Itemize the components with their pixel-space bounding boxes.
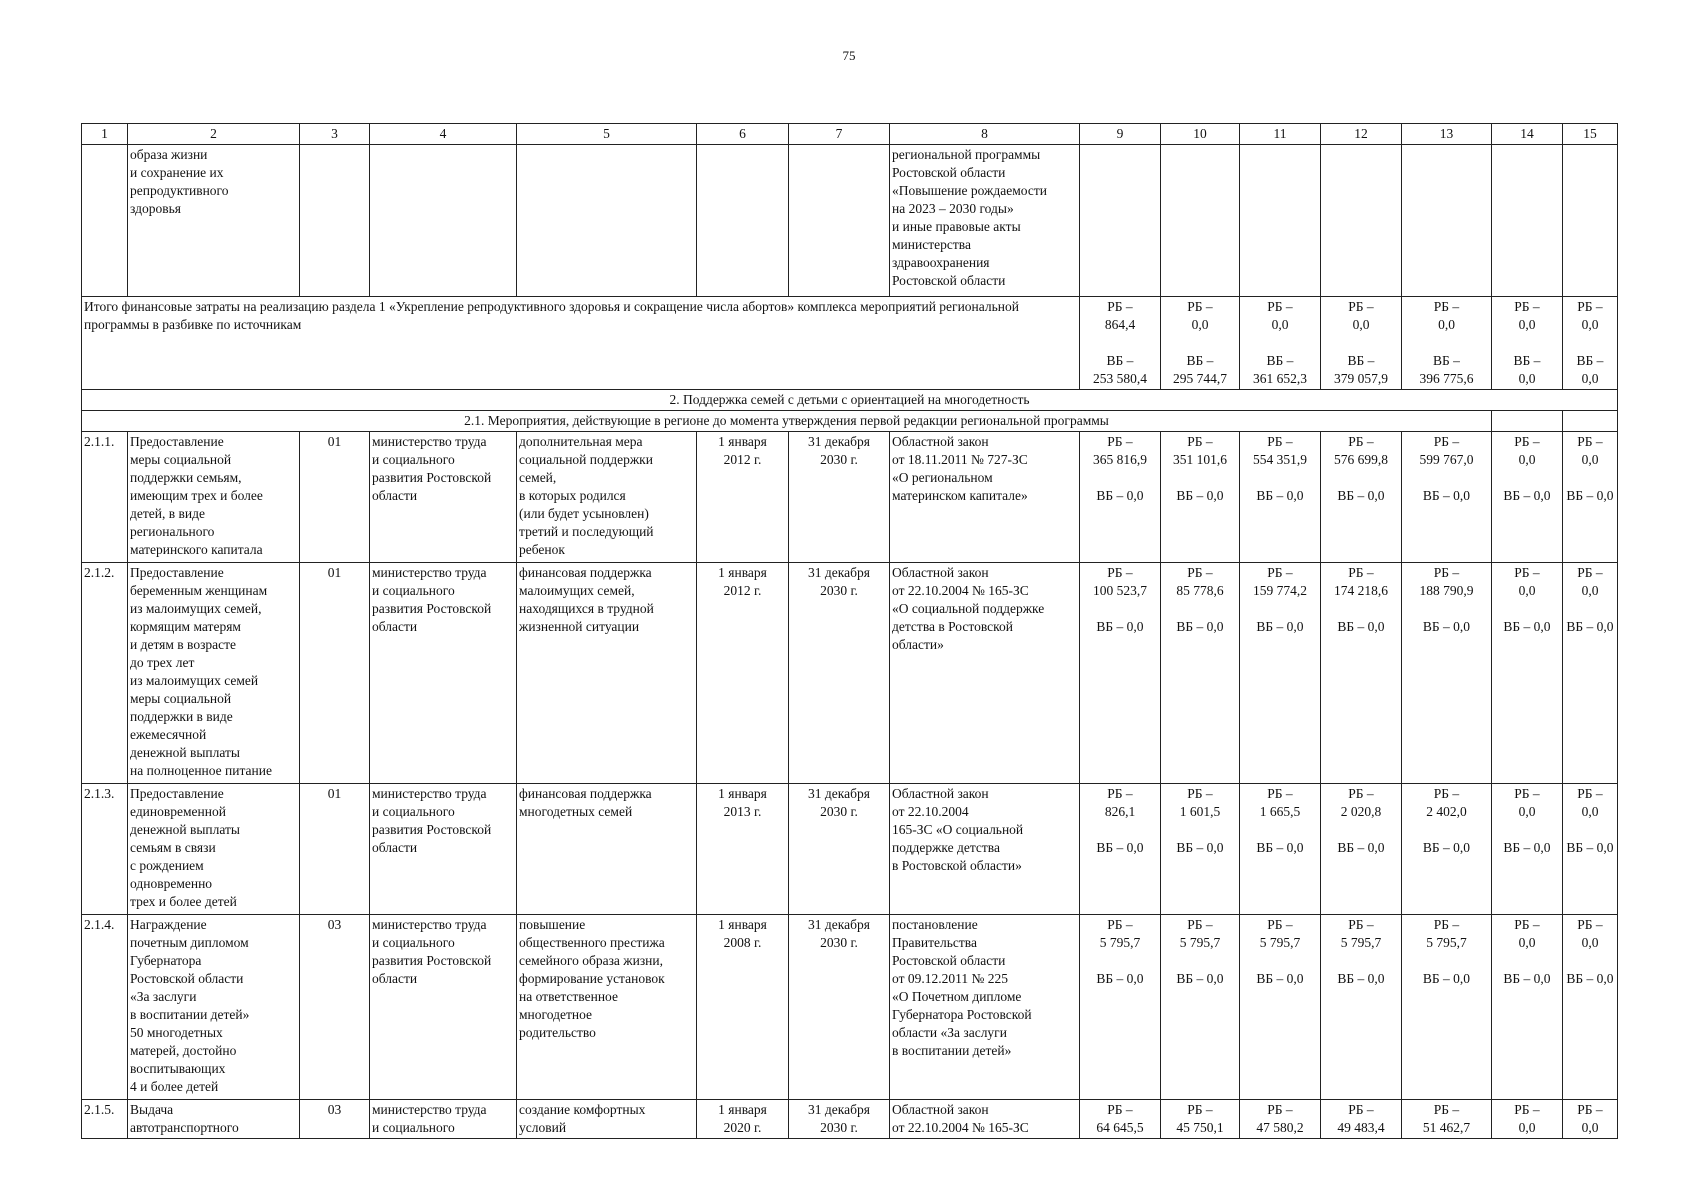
activity-name: Предоставление единовременной денежной выплаты семьям в связи с рождением одновременно трех и более детей: [128, 784, 300, 915]
vb-value: ВБ – 0,0: [1256, 840, 1304, 855]
expected-result: финансовая поддержка малоимущих семей, находящихся в трудной жизненной ситуации: [517, 563, 697, 784]
rb-value: РБ – 100 523,7: [1093, 565, 1147, 598]
vb-value: ВБ – 0,0: [1337, 971, 1385, 986]
executor: министерство труда и социального развития Ростовской области: [370, 784, 517, 915]
funding-cell: [1240, 915, 1321, 1100]
funding-cell: РБ – 47 580,2: [1240, 1100, 1321, 1139]
rb-value: РБ – 599 767,0: [1419, 434, 1474, 467]
continuation-row: [82, 145, 1618, 297]
code: 01: [300, 432, 370, 563]
rb-value: РБ – 0,0: [1433, 299, 1460, 332]
rb-value: РБ – 0,0: [1514, 917, 1540, 950]
funding-cell: [1563, 297, 1618, 390]
funding-cell: РБ – 49 483,4: [1321, 1100, 1402, 1139]
vb-value: ВБ – 0,0: [1176, 488, 1224, 503]
funding-cell: [1321, 915, 1402, 1100]
funding-cell: [1321, 563, 1402, 784]
funding-cell: [1080, 784, 1161, 915]
funding-cell: [1240, 432, 1321, 563]
rb-value: РБ – 576 699,8: [1334, 434, 1388, 467]
rb-value: РБ – 5 795,7: [1340, 917, 1382, 950]
start-date: 1 января 2012 г.: [697, 432, 789, 563]
rb-value: РБ – 0,0: [1514, 565, 1540, 598]
vb-value: ВБ – 0,0: [1422, 971, 1471, 986]
expected-result: дополнительная мера социальной поддержки семей, в которых родился (или будет усыновлен) третий и последующий ребенок: [517, 432, 697, 563]
funding-cell: РБ – 0,0: [1563, 1100, 1618, 1139]
row-number: 2.1.4.: [82, 915, 128, 1100]
funding-cell: [1240, 563, 1321, 784]
vb-value: ВБ – 0,0: [1096, 488, 1144, 503]
table-row: [82, 915, 1618, 1100]
rb-value: РБ – 0,0: [1514, 299, 1540, 332]
vb-value: ВБ – 0,0: [1256, 971, 1304, 986]
rb-value: РБ – 159 774,2: [1253, 565, 1307, 598]
column-number: 3: [300, 124, 370, 145]
funding-cell: [1402, 915, 1492, 1100]
funding-cell: РБ – 0,0: [1492, 1100, 1563, 1139]
rb-value: РБ – 2 020,8: [1340, 786, 1382, 819]
vb-value: ВБ – 295 744,7: [1173, 353, 1227, 386]
row-number: 2.1.5.: [82, 1100, 128, 1139]
column-number: 1: [82, 124, 128, 145]
funding-cell: [1161, 563, 1240, 784]
column-number: 6: [697, 124, 789, 145]
executor: министерство труда и социального развития Ростовской области: [370, 432, 517, 563]
funding-cell: [1492, 563, 1563, 784]
total-label: Итого финансовые затраты на реализацию раздела 1 «Укрепление репродуктивного здоровья и сокращение числа абортов» комплекса мероприятий региональной программы в разбивке по источникам: [82, 297, 1080, 390]
column-number: 11: [1240, 124, 1321, 145]
column-number: 13: [1402, 124, 1492, 145]
vb-value: ВБ – 396 775,6: [1419, 353, 1474, 386]
funding-cell: [1240, 297, 1321, 390]
column-number: 2: [128, 124, 300, 145]
rb-value: РБ – 174 218,6: [1334, 565, 1388, 598]
column-number-row: [82, 124, 1618, 145]
activity-name: Предоставление меры социальной поддержки семьям, имеющим трех и более детей, в виде регионального материнского капитала: [128, 432, 300, 563]
rb-value: РБ – 5 795,7: [1259, 917, 1301, 950]
funding-cell: [1161, 915, 1240, 1100]
subsection-title: 2.1. Мероприятия, действующие в регионе до момента утверждения первой редакции региональной программы: [82, 411, 1492, 432]
legal-basis: постановление Правительства Ростовской области от 09.12.2011 № 225 «О Почетном дипломе Губернатора Ростовской области «За заслуги в воспитании детей»: [890, 915, 1080, 1100]
expected-result: финансовая поддержка многодетных семей: [517, 784, 697, 915]
rb-value: РБ – 2 402,0: [1426, 786, 1467, 819]
column-number: 14: [1492, 124, 1563, 145]
executor: министерство труда и социального развития Ростовской области: [370, 563, 517, 784]
rb-value: РБ – 554 351,9: [1253, 434, 1307, 467]
end-date: 31 декабря 2030 г.: [789, 1100, 890, 1139]
table-row: [82, 784, 1618, 915]
end-date: 31 декабря 2030 г.: [789, 915, 890, 1100]
vb-value: ВБ – 0,0: [1422, 840, 1471, 855]
rb-value: РБ – 0,0: [1267, 299, 1293, 332]
rb-value: РБ – 351 101,6: [1173, 434, 1227, 467]
vb-value: ВБ – 253 580,4: [1093, 353, 1147, 386]
rb-value: РБ – 0,0: [1577, 299, 1603, 332]
activity-name: Награждение почетным дипломом Губернатора Ростовской области «За заслуги в воспитании детей» 50 многодетных матерей, достойно воспитывающих 4 и более детей: [128, 915, 300, 1100]
rb-value: РБ – 0,0: [1577, 786, 1603, 819]
program-table: [81, 123, 1618, 1139]
vb-value: ВБ – 0,0: [1566, 488, 1614, 503]
funding-cell: [1080, 432, 1161, 563]
vb-value: ВБ – 0,0: [1503, 619, 1551, 634]
funding-cell: [1080, 915, 1161, 1100]
rb-value: РБ – 85 778,6: [1176, 565, 1224, 598]
start-date: 1 января 2008 г.: [697, 915, 789, 1100]
vb-value: ВБ – 0,0: [1503, 971, 1551, 986]
funding-cell: [1321, 297, 1402, 390]
funding-cell: [1402, 563, 1492, 784]
vb-value: ВБ – 0,0: [1256, 619, 1304, 634]
funding-cell: [1080, 563, 1161, 784]
vb-value: ВБ – 0,0: [1566, 619, 1614, 634]
column-number: 12: [1321, 124, 1402, 145]
executor: министерство труда и социального развития Ростовской области: [370, 915, 517, 1100]
vb-value: ВБ – 0,0: [1256, 488, 1304, 503]
column-number: 7: [789, 124, 890, 145]
rb-value: РБ – 0,0: [1577, 565, 1603, 598]
funding-cell: [1563, 915, 1618, 1100]
code: 03: [300, 915, 370, 1100]
vb-value: ВБ – 0,0: [1503, 488, 1551, 503]
funding-cell: [1492, 784, 1563, 915]
rb-value: РБ – 0,0: [1514, 434, 1540, 467]
code: 01: [300, 784, 370, 915]
funding-cell: РБ – 64 645,5: [1080, 1100, 1161, 1139]
funding-cell: [1492, 297, 1563, 390]
funding-cell: [1492, 432, 1563, 563]
table-row: [82, 1100, 1618, 1139]
start-date: 1 января 2012 г.: [697, 563, 789, 784]
funding-cell: [1161, 784, 1240, 915]
funding-cell: [1321, 432, 1402, 563]
funding-cell: [1080, 297, 1161, 390]
table-row: [82, 563, 1618, 784]
funding-cell: [1240, 784, 1321, 915]
vb-value: ВБ – 0,0: [1176, 971, 1224, 986]
legal-basis: Областной закон от 22.10.2004 № 165-ЗС: [890, 1100, 1080, 1139]
funding-cell: [1161, 432, 1240, 563]
end-date: 31 декабря 2030 г.: [789, 784, 890, 915]
activity-name: Выдача автотранспортного: [128, 1100, 300, 1139]
end-date: 31 декабря 2030 г.: [789, 563, 890, 784]
funding-cell: [1563, 563, 1618, 784]
start-date: 1 января 2020 г.: [697, 1100, 789, 1139]
vb-value: ВБ – 0,0: [1422, 488, 1471, 503]
page-number: 75: [842, 48, 856, 63]
legal-basis: Областной закон от 18.11.2011 № 727-ЗС «О региональном материнском капитале»: [890, 432, 1080, 563]
column-number: 5: [517, 124, 697, 145]
rb-value: РБ – 826,1: [1104, 786, 1136, 819]
vb-value: ВБ – 0,0: [1566, 840, 1614, 855]
end-date: 31 декабря 2030 г.: [789, 432, 890, 563]
activity-name: образа жизни и сохранение их репродуктивного здоровья: [128, 145, 300, 297]
start-date: 1 января 2013 г.: [697, 784, 789, 915]
vb-value: ВБ – 361 652,3: [1253, 353, 1307, 386]
vb-value: ВБ – 0,0: [1096, 619, 1144, 634]
expected-result: создание комфортных условий: [517, 1100, 697, 1139]
vb-value: ВБ – 0,0: [1176, 619, 1224, 634]
vb-value: ВБ – 0,0: [1503, 840, 1551, 855]
column-number: 15: [1563, 124, 1618, 145]
row-number: 2.1.1.: [82, 432, 128, 563]
rb-value: РБ – 1 665,5: [1259, 786, 1301, 819]
rb-value: РБ – 5 795,7: [1099, 917, 1141, 950]
table-row: [82, 432, 1618, 563]
vb-value: ВБ – 0,0: [1096, 840, 1144, 855]
vb-value: ВБ – 379 057,9: [1334, 353, 1388, 386]
section-title: 2. Поддержка семей с детьми с ориентацией на многодетность: [82, 390, 1618, 411]
funding-cell: [1161, 297, 1240, 390]
rb-value: РБ – 5 795,7: [1426, 917, 1467, 950]
total-row: [82, 297, 1618, 390]
column-number: 9: [1080, 124, 1161, 145]
vb-value: ВБ – 0,0: [1422, 619, 1471, 634]
funding-cell: [1402, 432, 1492, 563]
funding-cell: [1492, 915, 1563, 1100]
row-number: 2.1.3.: [82, 784, 128, 915]
row-number: 2.1.2.: [82, 563, 128, 784]
vb-value: ВБ – 0,0: [1513, 353, 1541, 386]
rb-value: РБ – 1 601,5: [1179, 786, 1221, 819]
rb-value: РБ – 0,0: [1348, 299, 1374, 332]
legal-basis: Областной закон от 22.10.2004 165-ЗС «О социальной поддержке детства в Ростовской области»: [890, 784, 1080, 915]
legal-basis: Областной закон от 22.10.2004 № 165-ЗС «О социальной поддержке детства в Ростовской области»: [890, 563, 1080, 784]
code: 01: [300, 563, 370, 784]
funding-cell: РБ – 45 750,1: [1161, 1100, 1240, 1139]
vb-value: ВБ – 0,0: [1566, 971, 1614, 986]
vb-value: ВБ – 0,0: [1337, 488, 1385, 503]
column-number: 4: [370, 124, 517, 145]
rb-value: РБ – 365 816,9: [1093, 434, 1147, 467]
funding-cell: [1563, 432, 1618, 563]
executor: министерство труда и социального: [370, 1100, 517, 1139]
legal-basis: региональной программы Ростовской области «Повышение рождаемости на 2023 – 2030 годы» и иные правовые акты министерства здравоохранения Ростовской области: [890, 145, 1080, 297]
rb-value: РБ – 864,4: [1104, 299, 1136, 332]
funding-cell: [1321, 784, 1402, 915]
activity-name: Предоставление беременным женщинам из малоимущих семей, кормящим матерям и детям в возрасте до трех лет из малоимущих семей меры социальной поддержки в виде ежемесячной денежной выплаты на полноценное питание: [128, 563, 300, 784]
rb-value: РБ – 0,0: [1514, 786, 1540, 819]
funding-cell: РБ – 51 462,7: [1402, 1100, 1492, 1139]
rb-value: РБ – 188 790,9: [1419, 565, 1474, 598]
vb-value: ВБ – 0,0: [1096, 971, 1144, 986]
rb-value: РБ – 0,0: [1577, 917, 1603, 950]
vb-value: ВБ – 0,0: [1576, 353, 1604, 386]
funding-cell: [1563, 784, 1618, 915]
rb-value: РБ – 5 795,7: [1179, 917, 1221, 950]
expected-result: повышение общественного престижа семейного образа жизни, формирование установок на ответственное многодетное родительство: [517, 915, 697, 1100]
funding-cell: [1402, 297, 1492, 390]
funding-cell: [1402, 784, 1492, 915]
vb-value: ВБ – 0,0: [1337, 840, 1385, 855]
column-number: 10: [1161, 124, 1240, 145]
vb-value: ВБ – 0,0: [1337, 619, 1385, 634]
subsection-row: [82, 411, 1618, 432]
section-row: [82, 390, 1618, 411]
rb-value: РБ – 0,0: [1187, 299, 1213, 332]
rb-value: РБ – 0,0: [1577, 434, 1603, 467]
column-number: 8: [890, 124, 1080, 145]
vb-value: ВБ – 0,0: [1176, 840, 1224, 855]
code: 03: [300, 1100, 370, 1139]
